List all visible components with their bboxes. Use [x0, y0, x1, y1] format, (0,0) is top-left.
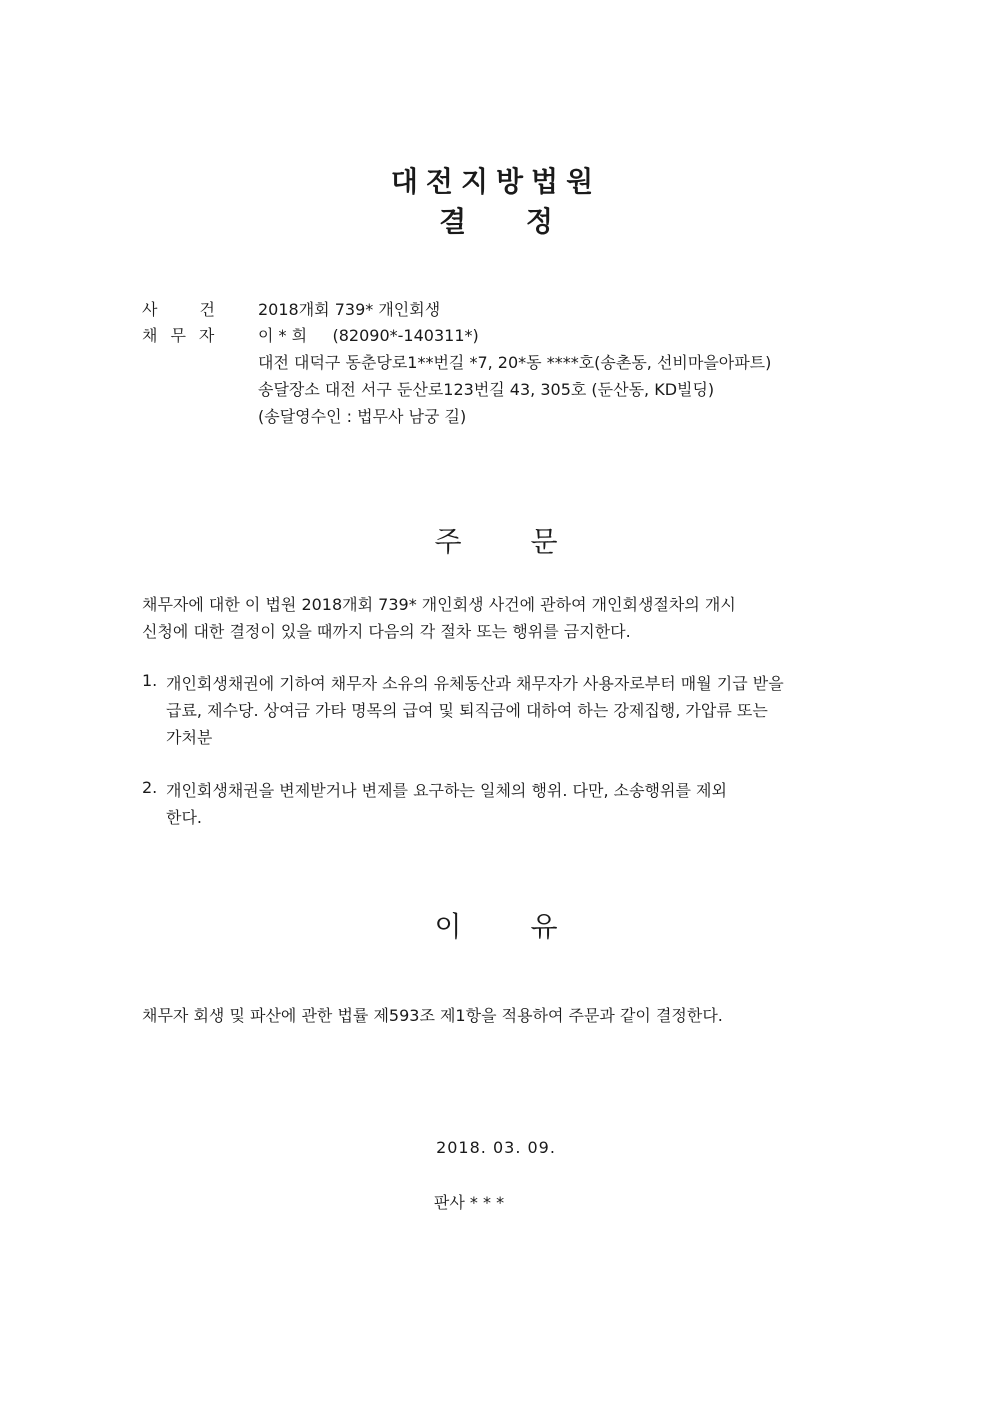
order-item-line: 한다. — [166, 808, 202, 827]
reason-text: 채무자 회생 및 파산에 관한 법률 제593조 제1항을 적용하여 주문과 같이 결정한다. — [142, 1006, 723, 1025]
order-item-number: 2. — [142, 778, 158, 797]
delivery-address: 송달장소 대전 서구 둔산로123번길 43, 305호 (둔산동, KD빌딩) — [258, 380, 715, 399]
order-item-line: 개인회생채권을 변제받거나 변제를 요구하는 일체의 행위. 다만, 소송행위를 제외 — [166, 781, 727, 800]
order-heading: 주 문 — [434, 525, 558, 558]
order-item-line: 개인회생채권에 기하여 채무자 소유의 유체동산과 채무자가 사용자로부터 매월 기급 받을 — [166, 674, 784, 693]
order-intro-line-1: 채무자에 대한 이 법원 2018개회 739* 개인회생 사건에 관하여 개인회생절차의 개시 — [142, 595, 736, 614]
order-item-line: 급료, 제수당. 상여금 가타 명목의 급여 및 퇴직금에 대하여 하는 강제집행, 가압류 또는 — [166, 701, 768, 720]
order-item-number: 1. — [142, 671, 158, 690]
judge-signature: 판사 * * * — [433, 1193, 505, 1212]
debtor-name-id: 이 * 희 (82090*-140311*) — [258, 326, 479, 345]
court-name: 대전지방법원 — [390, 165, 602, 198]
case-number: 2018개회 739* 개인회생 — [258, 300, 441, 319]
order-item-1 — [142, 671, 850, 751]
decision-date: 2018. 03. 09. — [436, 1138, 556, 1157]
order-item-line: 가처분 — [166, 728, 213, 747]
document-title: 결 정 — [439, 205, 553, 238]
case-label: 사건 — [142, 300, 257, 319]
order-item-2 — [142, 778, 850, 832]
debtor-label: 채무자 — [142, 326, 228, 345]
debtor-address: 대전 대덕구 동춘당로1**번길 *7, 20*동 ****호(송촌동, 선비마을아파트) — [258, 353, 772, 372]
reason-heading: 이 유 — [434, 910, 558, 943]
delivery-recipient: (송달영수인 : 법무사 남궁 길) — [258, 407, 467, 426]
order-intro-line-2: 신청에 대한 결정이 있을 때까지 다음의 각 절차 또는 행위를 금지한다. — [142, 622, 631, 641]
